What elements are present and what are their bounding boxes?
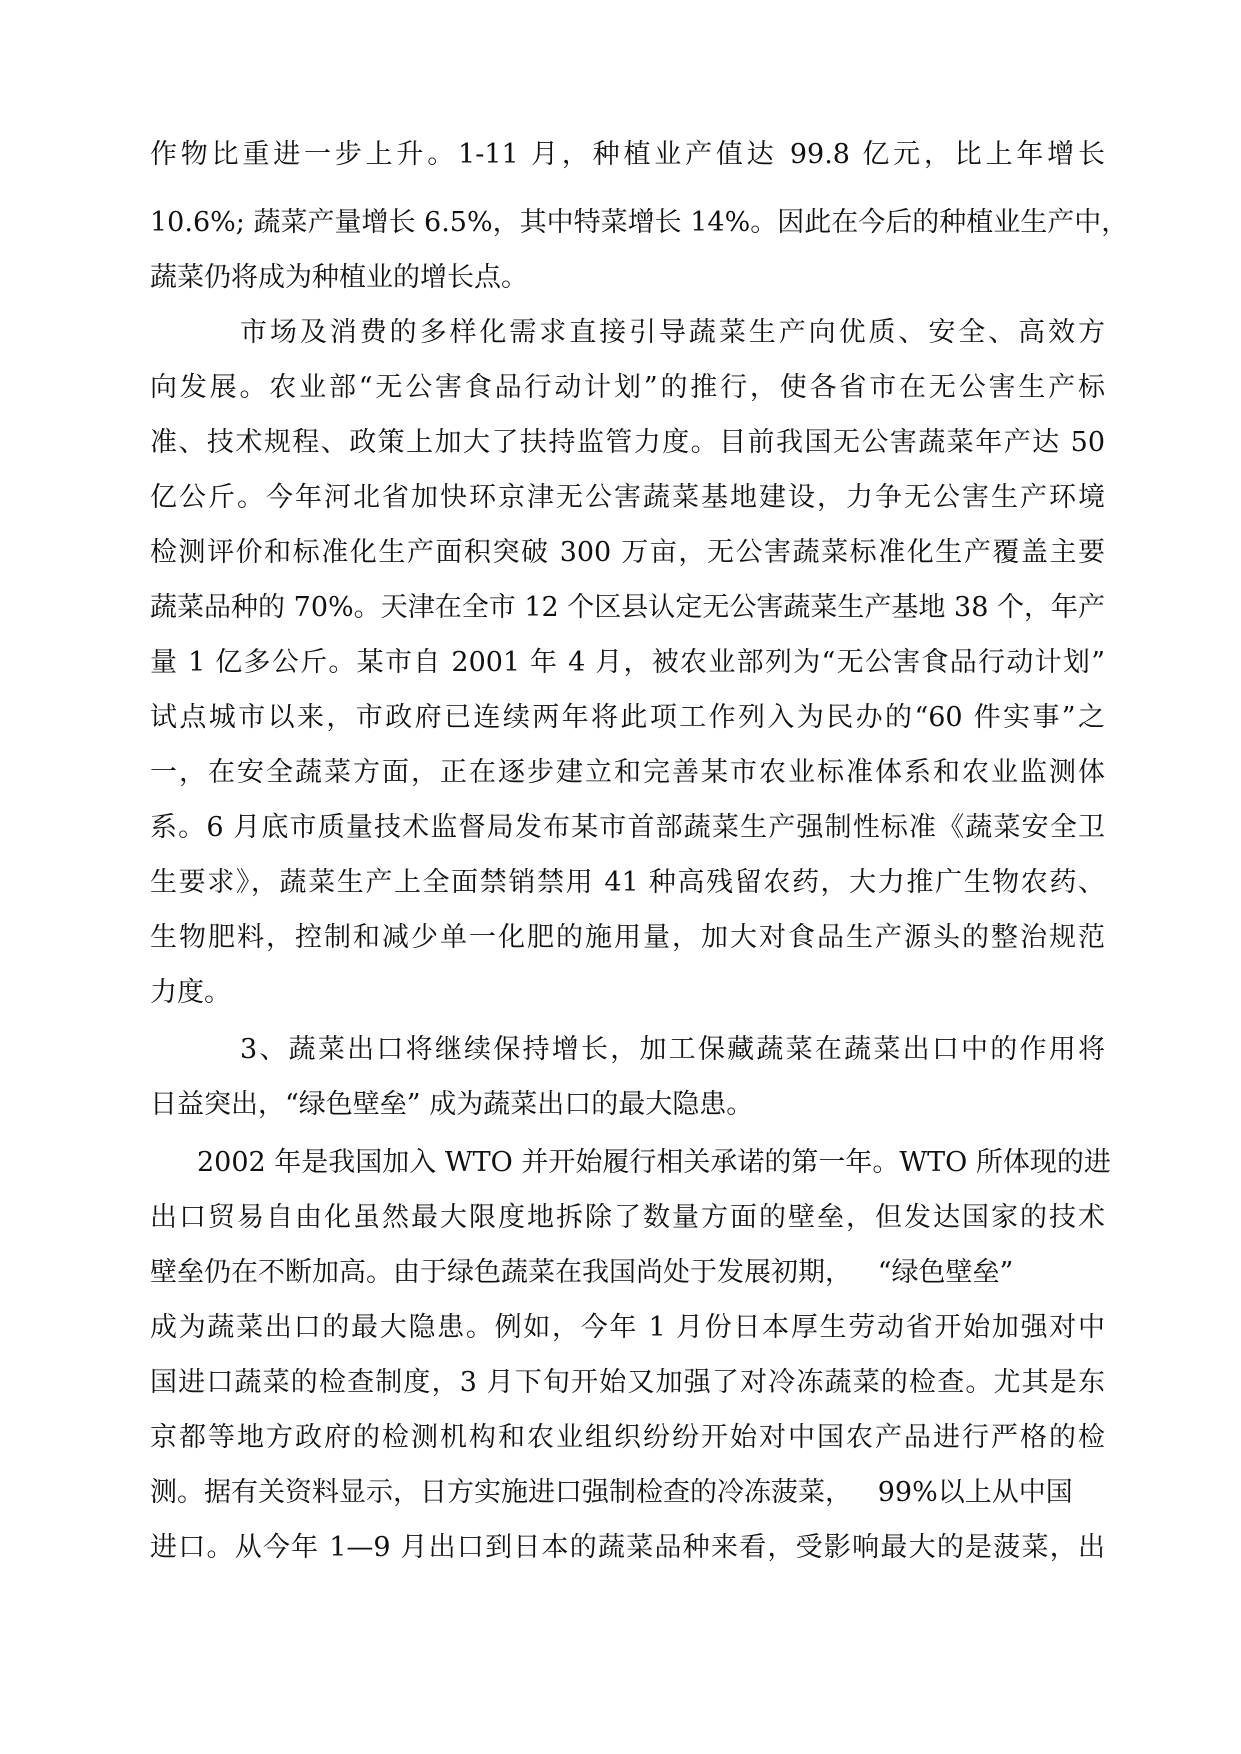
- text-line: 作物比重进一步上升。1-11 月，种植业产值达 99.8 亿元，比上年增长: [150, 139, 1105, 170]
- text-line: 10.6%; 蔬菜产量增长 6.5%，其中特菜增长 14%。因此在今后的种植业生产中，: [150, 207, 1129, 238]
- text-line: 蔬菜仍将成为种植业的增长点。: [150, 262, 528, 293]
- section-heading-line: 3、蔬菜出口将继续保持增长，加工保藏蔬菜在蔬菜出口中的作用将: [240, 1034, 1105, 1065]
- text-line: 壁垒仍在不断加高。由于绿色蔬菜在我国尚处于发展初期， “绿色壁垒”: [150, 1257, 1014, 1288]
- paragraph-first-line: 市场及消费的多样化需求直接引导蔬菜生产向优质、安全、高效方: [240, 317, 1105, 348]
- text-line: 进口。从今年 1—9 月出口到日本的蔬菜品种来看，受影响最大的是菠菜，出: [150, 1532, 1105, 1563]
- text-line: 试点城市以来，市政府已连续两年将此项工作列入为民办的“60 件实事”之: [150, 702, 1105, 733]
- text-line: 出口贸易自由化虽然最大限度地拆除了数量方面的壁垒，但发达国家的技术: [150, 1202, 1105, 1233]
- text-line: 生要求》，蔬菜生产上全面禁销禁用 41 种高残留农药，大力推广生物农药、: [150, 867, 1105, 898]
- section-heading-line: 日益突出，“绿色壁垒” 成为蔬菜出口的最大隐患。: [150, 1089, 754, 1120]
- text-line: 测。据有关资料显示，日方实施进口强制检查的冷冻菠菜， 99%以上从中国: [150, 1477, 1073, 1508]
- text-line: 成为蔬菜出口的最大隐患。例如，今年 1 月份日本厚生劳动省开始加强对中: [150, 1312, 1105, 1343]
- text-line: 力度。: [150, 977, 231, 1008]
- text-line: 量 1 亿多公斤。某市自 2001 年 4 月，被农业部列为“无公害食品行动计划”: [150, 647, 1105, 678]
- text-line: 京都等地方政府的检测机构和农业组织纷纷开始对中国农产品进行严格的检: [150, 1422, 1105, 1453]
- text-line: 向发展。农业部“无公害食品行动计划”的推行，使各省市在无公害生产标: [150, 372, 1105, 403]
- text-line: 生物肥料，控制和减少单一化肥的施用量，加大对食品生产源头的整治规范: [150, 922, 1105, 953]
- text-line: 系。6 月底市质量技术监督局发布某市首部蔬菜生产强制性标准《蔬菜安全卫: [150, 812, 1105, 843]
- text-line: 一，在安全蔬菜方面，正在逐步建立和完善某市农业标准体系和农业监测体: [150, 757, 1105, 788]
- text-line: 准、技术规程、政策上加大了扶持监管力度。目前我国无公害蔬菜年产达 50: [150, 427, 1105, 458]
- paragraph-first-line: 2002 年是我国加入 WTO 并开始履行相关承诺的第一年。WTO 所体现的进: [197, 1147, 1111, 1178]
- text-line: 亿公斤。今年河北省加快环京津无公害蔬菜基地建设，力争无公害生产环境: [150, 482, 1105, 513]
- text-line: 国进口蔬菜的检查制度，3 月下旬开始又加强了对冷冻蔬菜的检查。尤其是东: [150, 1367, 1105, 1398]
- text-line: 检测评价和标准化生产面积突破 300 万亩，无公害蔬菜标准化生产覆盖主要: [150, 537, 1105, 568]
- text-line: 蔬菜品种的 70%。天津在全市 12 个区县认定无公害蔬菜生产基地 38 个，年产: [150, 592, 1105, 623]
